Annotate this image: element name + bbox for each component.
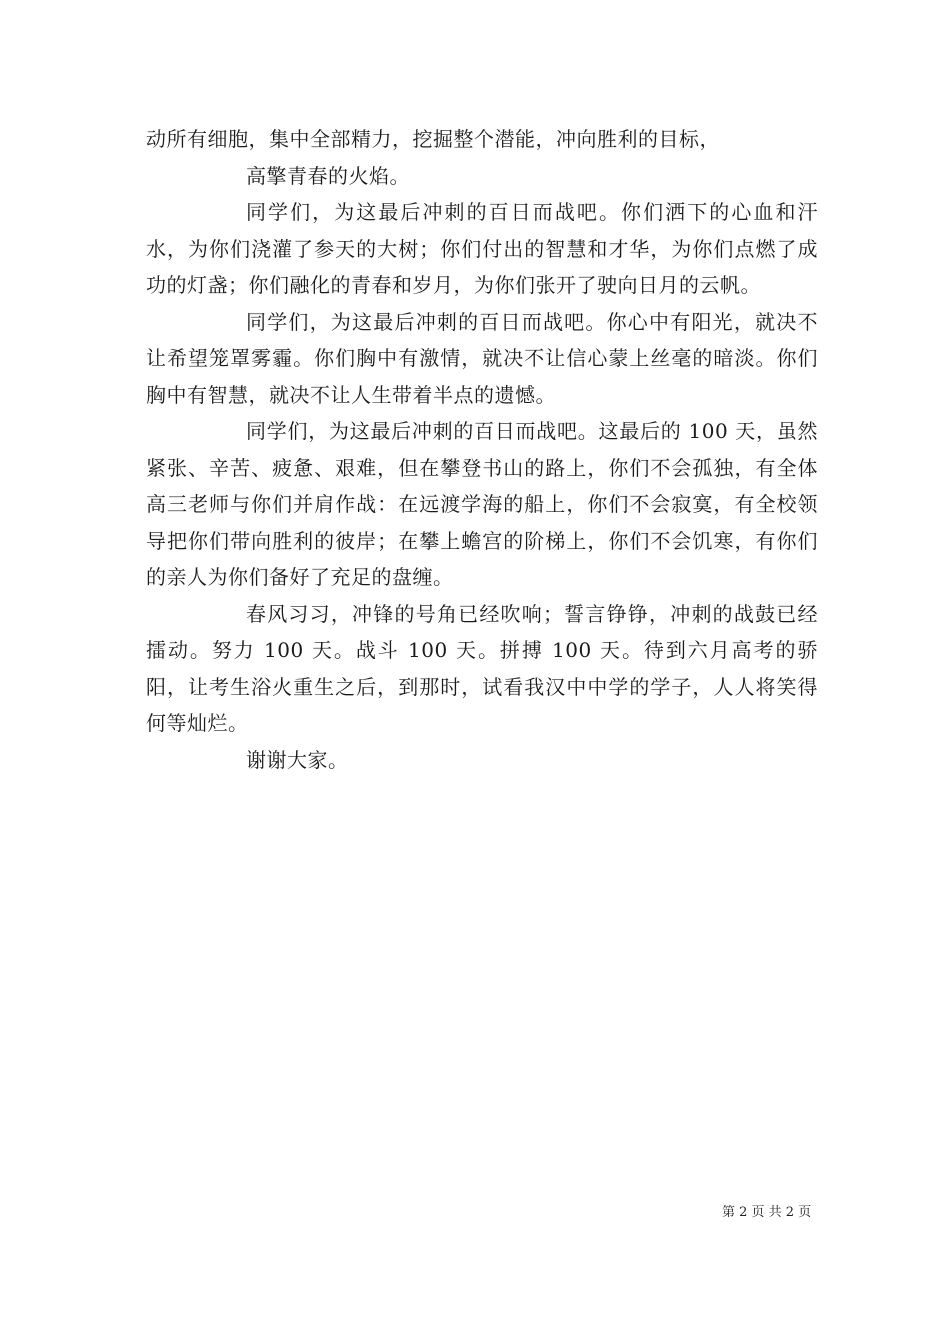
paragraph-spring-wind: 春风习习，冲锋的号角已经吹响；誓言铮铮，冲刺的战鼓已经擂动。努力 100 天。战斗 100 天。拼搏 100 天。待到六月高考的骄阳，让考生浴火重生之后，到那时，试看我汉中中学的学子，人人将笑得何等灿烂。	[146, 601, 818, 735]
paragraph-youth-flame: 高擎青春的火焰。	[246, 163, 410, 188]
paragraph-continuation: 动所有细胞，集中全部精力，挖掘整个潜能，冲向胜利的目标，	[146, 127, 720, 151]
page-number-footer: 第 2 页 共 2 页	[722, 1205, 812, 1220]
paragraph-effort: 同学们，为这最后冲刺的百日而战吧。你们洒下的心血和汗水，为你们浇灌了参天的大树；你们付出的智慧和才华，为你们点燃了成功的灯盏；你们融化的青春和岁月，为你们张开了驶向日月的云帆。	[146, 200, 818, 297]
paragraph-sunshine: 同学们，为这最后冲刺的百日而战吧。你心中有阳光，就决不让希望笼罩雾霾。你们胸中有激情，就决不让信心蒙上丝毫的暗淡。你们胸中有智慧，就决不让人生带着半点的遗憾。	[146, 309, 818, 407]
paragraph-hundred-days: 同学们，为这最后冲刺的百日而战吧。这最后的 100 天，虽然紧张、辛苦、疲惫、艰难，但在攀登书山的路上，你们不会孤独，有全体高三老师与你们并肩作战：在远渡学海的船上，你们不会寂寞，有全校领导把你们带向胜利的彼岸；在攀上蟾宫的阶梯上，你们不会饥寒，有你们的亲人为你们备好了充足的盘缠。	[146, 419, 818, 589]
document-body	[146, 121, 818, 778]
paragraph-thanks: 谢谢大家。	[246, 747, 349, 772]
